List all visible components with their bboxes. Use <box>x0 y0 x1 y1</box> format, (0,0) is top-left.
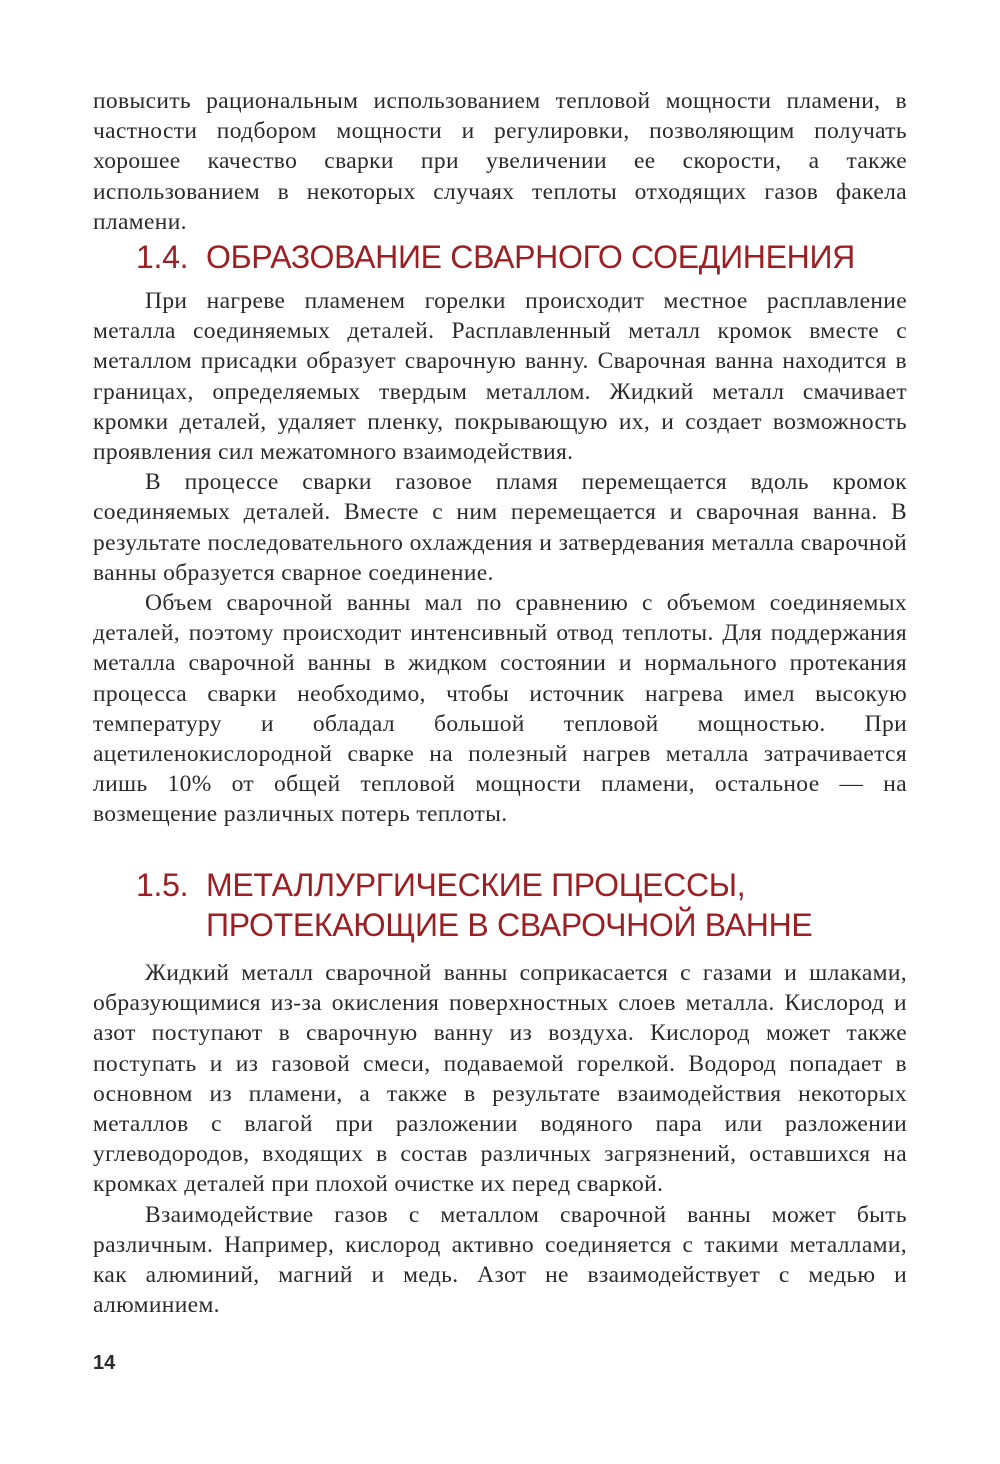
page-number: 14 <box>93 1352 116 1374</box>
section-1-4-heading <box>136 237 855 277</box>
section-1-5-heading <box>136 865 812 945</box>
section-1-5-heading-line-1 <box>136 865 812 905</box>
section-1-5-body <box>93 958 907 1320</box>
section-1-5-title-line-1: МЕТАЛЛУРГИЧЕСКИЕ ПРОЦЕССЫ, <box>206 867 746 903</box>
intro-paragraph: повысить рациональным использованием тепловой мощности пламени, в частности подбором мощности и регулировки, позволяющим получать хорошее качество сварки при увеличении ее скорости, а также использованием в некоторых случаях теплоты отходящих газов факела пламени. <box>93 88 907 235</box>
section-1-5-paragraph-2: Взаимодействие газов с металлом сварочной ванны может быть различным. Например, кислород активно соединяется с такими металлами, как алюминий, магний и медь. Азот не взаимодействует с медью и алюминием. <box>93 1201 907 1319</box>
section-1-5-title-line-2: ПРОТЕКАЮЩИЕ В СВАРОЧНОЙ ВАННЕ <box>206 907 813 943</box>
section-1-4-number: 1.4. <box>136 239 189 275</box>
section-1-5-number: 1.5. <box>136 867 189 903</box>
section-1-4-title: ОБРАЗОВАНИЕ СВАРНОГО СОЕДИНЕНИЯ <box>206 239 855 275</box>
section-1-5-paragraph-1: Жидкий металл сварочной ванны соприкасается с газами и шлаками, образующимися из-за окисления поверхностных слоев металла. Кислород и азот поступают в сварочную ванну из воздуха. Кислород может также поступать и из газовой смеси, подаваемой горелкой. Водород попадает в основном из пламени, а также в результате взаимодействия некоторых металлов с влагой при разложении водяного пара или разложении углеводородов, входящих в состав различных загрязнений, оставшихся на кромках деталей при плохой очистке их перед сваркой. <box>93 960 907 1198</box>
section-1-5-heading-line-2 <box>136 905 812 945</box>
section-1-4-paragraph-1: При нагреве пламенем горелки происходит местное расплавление металла соединяемых деталей. Расплавленный металл кромок вместе с металлом присадки образует сварочную ванну. Сварочная ванна находится в границах, определяемых твердым металлом. Жидкий металл смачивает кромки деталей, удаляет пленку, покрывающую их, и создает возможность проявления сил межатомного взаимодействия. <box>93 288 907 466</box>
section-1-4-body <box>93 286 907 830</box>
intro-text <box>93 86 907 237</box>
section-1-4-paragraph-3: Объем сварочной ванны мал по сравнению с объемом соединяемых деталей, поэтому происходит интенсивный отвод теплоты. Для поддержания металла сварочной ванны в жидком состоянии и нормального протекания процесса сварки необходимо, чтобы источник нагрева имел высокую температуру и обладал большой тепловой мощностью. При ацетиленокислородной сварке на полезный нагрев металла затрачивается лишь 10% от общей тепловой мощности пламени, остальное — на возмещение различных потерь теплоты. <box>93 590 907 828</box>
section-1-4-paragraph-2: В процессе сварки газовое пламя перемещается вдоль кромок соединяемых деталей. Вместе с ним перемещается и сварочная ванна. В результате последовательного охлаждения и затвердевания металла сварочной ванны образуется сварное соединение. <box>93 469 907 586</box>
